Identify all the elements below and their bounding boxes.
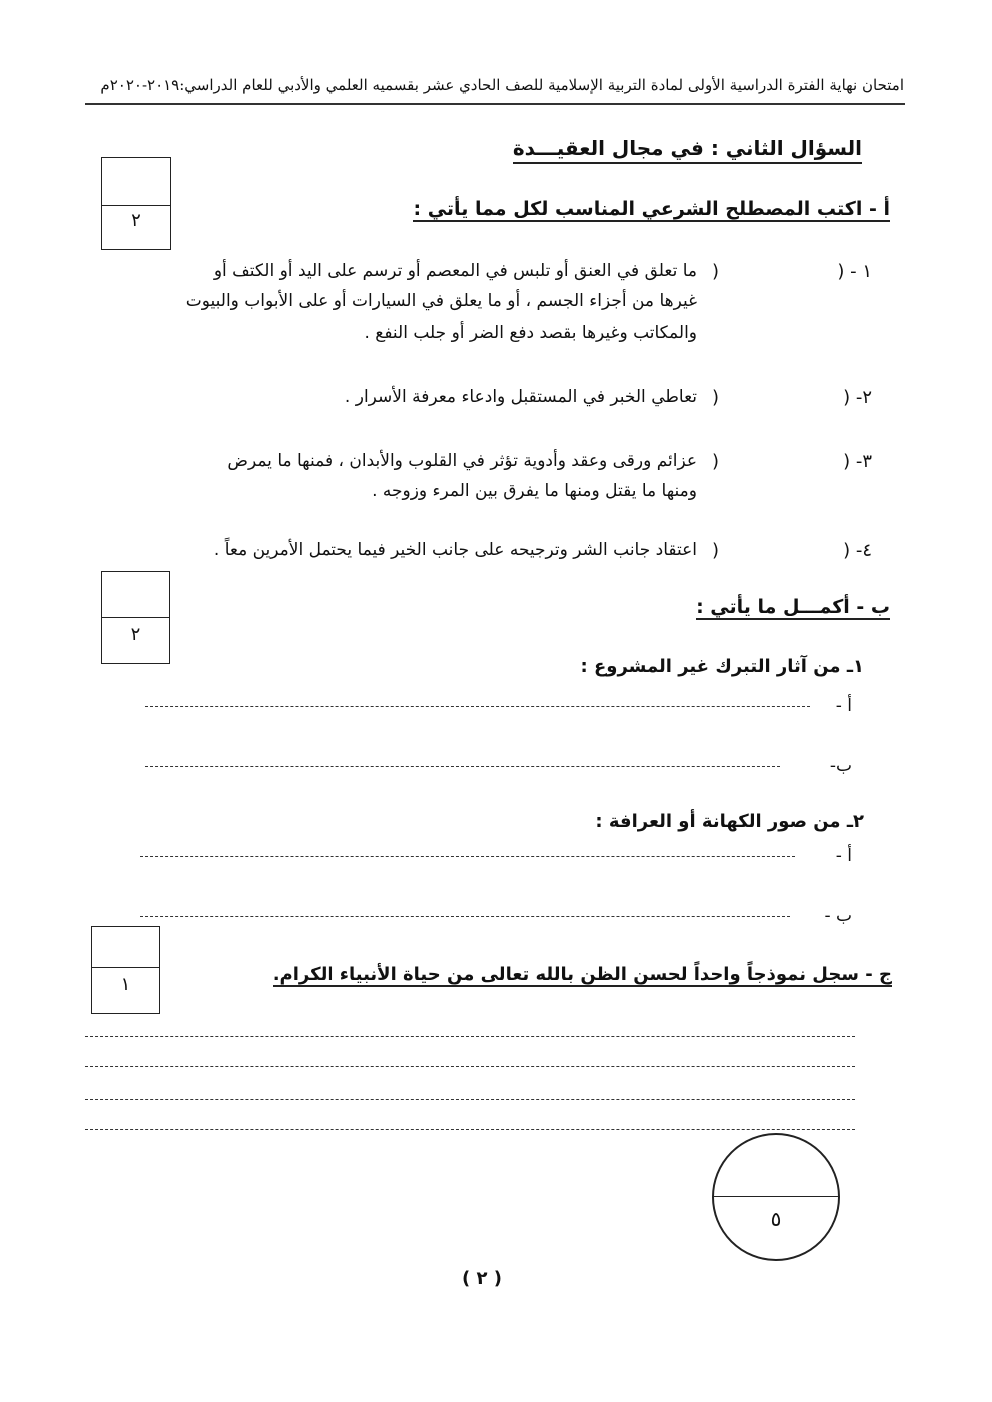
part-c-answer-line-1[interactable] <box>85 1036 855 1037</box>
part-a-heading: أ - اكتب المصطلح الشرعي المناسب لكل مما يأتي : <box>413 198 890 220</box>
item-1-answer-blank[interactable]: ) <box>712 261 720 282</box>
question-title: السؤال الثاني : في مجال العقيـــدة <box>513 136 862 164</box>
header-divider <box>85 103 905 105</box>
part-c-answer-line-3[interactable] <box>85 1099 855 1100</box>
item-1-line-2: غيرها من أجزاء الجسم ، أو ما يعلق في السيارات أو على الأبواب والبيوت <box>185 291 697 311</box>
item-3-answer-blank[interactable]: ) <box>712 451 720 472</box>
item-2-number: ٢- ( <box>843 387 872 408</box>
item-4-answer-blank[interactable]: ) <box>712 540 720 561</box>
part-b-q2-label: ٢ـ من صور الكهانة أو العرافة : <box>595 811 864 832</box>
part-b-q1-label: ١ـ من آثار التبرك غير المشروع : <box>580 656 864 677</box>
score-a: ٢ <box>131 210 141 231</box>
exam-header: امتحان نهاية الفترة الدراسية الأولى لمادة التربية الإسلامية للصف الحادي عشر بقسميه العلمي والأدبي للعام الدراسي:٢٠١٩-٢٠٢٠م <box>100 76 904 94</box>
part-c-heading: ج - سجل نموذجاً واحداً لحسن الظن بالله تعالى من حياة الأنبياء الكرام. <box>272 964 892 985</box>
score-c: ١ <box>120 974 131 995</box>
score-box-c <box>91 926 160 1014</box>
item-3-line-1: عزائم ورقى وعقد وأدوية تؤثر في القلوب والأبدان ، فمنها ما يمرض <box>227 451 697 471</box>
part-b-heading: ب - أكمـــل ما يأتي : <box>696 596 890 618</box>
part-b-q2-a-answer-line[interactable] <box>140 856 795 857</box>
score-b: ٢ <box>130 624 141 645</box>
part-c-answer-line-4[interactable] <box>85 1129 855 1130</box>
item-2-line-1: تعاطي الخبر في المستقبل وادعاء معرفة الأسرار . <box>344 387 697 407</box>
item-1-number: ١ - ( <box>837 261 872 282</box>
part-b-q1-a-answer-line[interactable] <box>145 706 810 707</box>
item-3-line-2: ومنها ما يقتل ومنها ما يفرق بين المرء وزوجه . <box>372 481 697 501</box>
part-b-q1-b-answer-line[interactable] <box>145 766 780 767</box>
item-1-line-1: ما تعلق في العنق أو تلبس في المعصم أو ترسم على اليد أو الكتف أو <box>213 261 697 281</box>
total-score: ٥ <box>770 1207 782 1231</box>
score-box-a <box>101 157 171 250</box>
item-4-number: ٤- ( <box>843 540 872 561</box>
item-2-answer-blank[interactable]: ) <box>712 387 720 408</box>
part-b-q2-a-label: أ - <box>835 846 852 866</box>
part-b-q1-b-label: ب- <box>829 756 852 776</box>
item-4-line-1: اعتقاد جانب الشر وترجيحه على جانب الخير فيما يحتمل الأمرين معاً . <box>213 540 697 560</box>
part-b-q2-b-label: ب - <box>824 906 852 926</box>
part-b-q1-a-label: أ - <box>835 696 852 716</box>
part-b-q2-b-answer-line[interactable] <box>140 916 790 917</box>
item-1-line-3: والمكاتب وغيرها بقصد دفع الضر أو جلب النفع . <box>364 323 697 343</box>
page-number: ( ٢ ) <box>462 1268 502 1289</box>
total-score-circle <box>712 1133 840 1261</box>
item-3-number: ٣- ( <box>843 451 872 472</box>
part-c-answer-line-2[interactable] <box>85 1066 855 1067</box>
score-box-b <box>101 571 170 664</box>
